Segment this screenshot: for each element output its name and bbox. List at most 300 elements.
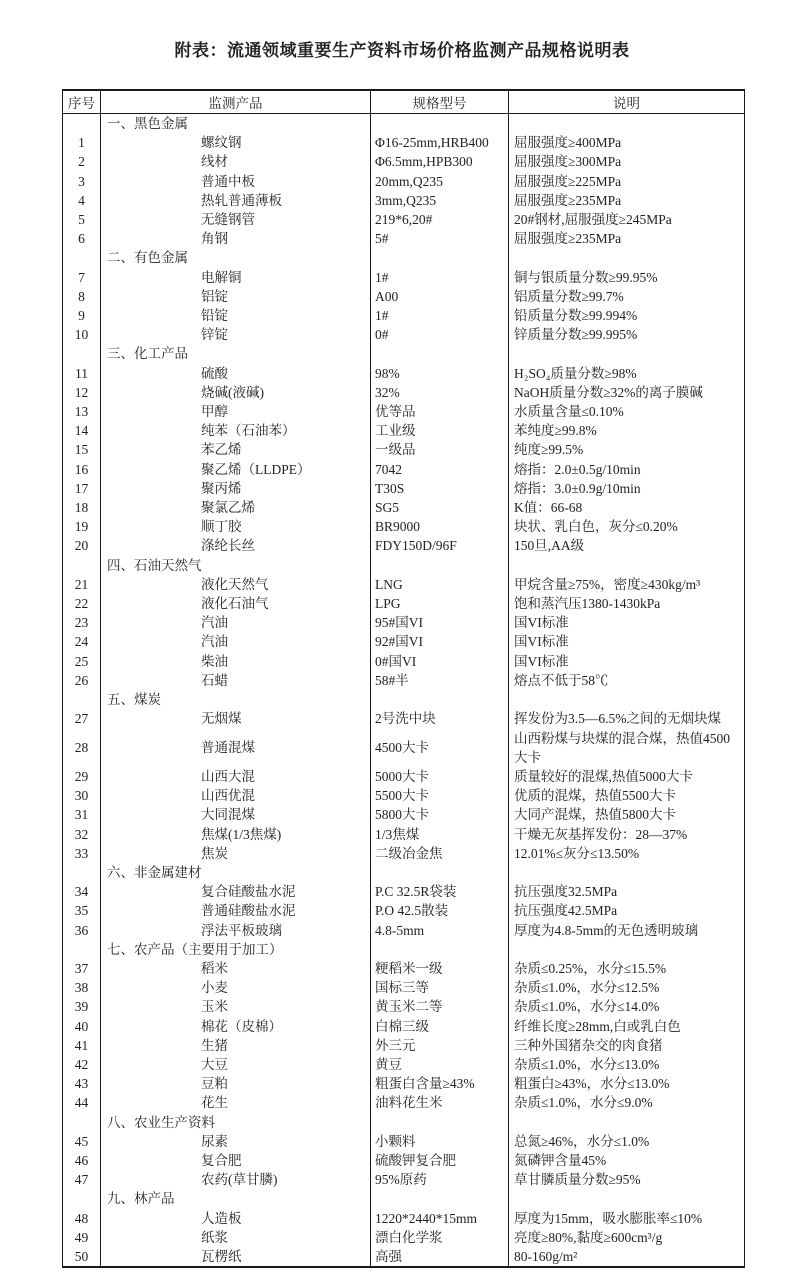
row-spec: [371, 940, 509, 959]
product-name: 角钢: [101, 229, 371, 248]
row-no: 46: [74, 1152, 89, 1168]
row-no: 39: [74, 999, 89, 1015]
col-header-product: 监测产品: [101, 90, 371, 114]
row-spec: 粳稻米一级: [371, 959, 509, 978]
row-spec: 219*6,20#: [371, 210, 509, 229]
product-name: 热轧普通薄板: [101, 191, 371, 210]
row-desc: 粗蛋白≥43%，水分≤13.0%: [509, 1074, 745, 1093]
row-spec: Φ6.5mm,HPB300: [371, 152, 509, 171]
row-desc: 铅质量分数≥99.994%: [509, 306, 745, 325]
col-header-no: 序号: [63, 90, 101, 114]
product-name: 复合硅酸盐水泥: [101, 882, 371, 901]
row-spec: 优等品: [371, 402, 509, 421]
spec-table: [62, 89, 745, 1268]
product-name: 汽油: [101, 632, 371, 651]
row-no: 26: [74, 672, 89, 688]
row-no: 50: [74, 1248, 89, 1264]
table-row: [63, 575, 745, 594]
row-spec: 一级品: [371, 440, 509, 459]
product-name: 棉花（皮棉）: [101, 1017, 371, 1036]
table-row: [63, 997, 745, 1016]
row-desc: [509, 248, 745, 267]
row-desc: 屈服强度≥400MPa: [509, 133, 745, 152]
row-desc: 屈服强度≥225MPa: [509, 172, 745, 191]
row-desc: 国VI标准: [509, 632, 745, 651]
row-desc: 屈服强度≥300MPa: [509, 152, 745, 171]
table-row: [63, 709, 745, 728]
row-desc: 国VI标准: [509, 613, 745, 632]
category-row: [63, 1113, 745, 1132]
row-desc: K值：66-68: [509, 498, 745, 517]
row-desc: 铝质量分数≥99.7%: [509, 287, 745, 306]
row-desc: 国VI标准: [509, 652, 745, 671]
row-desc: 块状、乳白色，灰分≤0.20%: [509, 517, 745, 536]
row-desc: 20#钢材,屈服强度≥245MPa: [509, 210, 745, 229]
row-desc: 厚度为4.8-5mm的无色透明玻璃: [509, 921, 745, 940]
category-row: [63, 1189, 745, 1208]
row-desc: 水质量含量≤0.10%: [509, 402, 745, 421]
row-no: 21: [74, 576, 89, 592]
product-name: 苯乙烯: [101, 440, 371, 459]
table-row: [63, 1132, 745, 1151]
page-title: 附表：流通领域重要生产资料市场价格监测产品规格说明表: [174, 41, 630, 60]
row-no: 24: [74, 634, 89, 650]
category-label: 九、林产品: [101, 1189, 371, 1208]
table-row: [63, 632, 745, 651]
product-name: 花生: [101, 1093, 371, 1112]
row-spec: 工业级: [371, 421, 509, 440]
row-desc: [509, 1189, 745, 1208]
product-name: 普通混煤: [101, 729, 371, 767]
table-row: [63, 901, 745, 920]
row-no: [63, 1113, 101, 1132]
row-no: 37: [74, 960, 89, 976]
row-spec: 5800大卡: [371, 805, 509, 824]
row-spec: 外三元: [371, 1036, 509, 1055]
product-name: 聚丙烯: [101, 479, 371, 498]
row-spec: 5000大卡: [371, 767, 509, 786]
table-row: [63, 729, 745, 767]
row-spec: 白棉三级: [371, 1017, 509, 1036]
category-label: 三、化工产品: [101, 344, 371, 363]
table-row: [63, 959, 745, 978]
table-row: [63, 402, 745, 421]
row-no: 6: [78, 231, 85, 247]
row-no: 1: [78, 135, 85, 151]
product-name: 大豆: [101, 1055, 371, 1074]
row-no: 35: [74, 903, 89, 919]
row-desc: 总氮≥46%，水分≤1.0%: [509, 1132, 745, 1151]
row-desc: 大同产混煤，热值5800大卡: [509, 805, 745, 824]
row-no: 23: [74, 615, 89, 631]
row-no: 25: [74, 653, 89, 669]
product-name: 涤纶长丝: [101, 536, 371, 555]
row-desc: 抗压强度32.5MPa: [509, 882, 745, 901]
table-row: [63, 1036, 745, 1055]
row-no: 49: [74, 1229, 89, 1245]
product-name: 聚乙烯（LLDPE）: [101, 460, 371, 479]
row-desc: 屈服强度≥235MPa: [509, 191, 745, 210]
row-no: 3: [78, 173, 85, 189]
row-spec: 小颗料: [371, 1132, 509, 1151]
row-spec: 95#国VI: [371, 613, 509, 632]
row-desc: 锌质量分数≥99.995%: [509, 325, 745, 344]
row-spec: 0#国VI: [371, 652, 509, 671]
table-row: [63, 172, 745, 191]
category-label: 一、黑色金属: [101, 114, 371, 134]
row-spec: 油料花生米: [371, 1093, 509, 1112]
table-row: [63, 210, 745, 229]
row-no: 17: [74, 480, 89, 496]
row-no: 10: [74, 327, 89, 343]
product-name: 汽油: [101, 613, 371, 632]
table-row: [63, 652, 745, 671]
row-desc: [509, 690, 745, 709]
category-row: [63, 863, 745, 882]
product-name: 山西优混: [101, 786, 371, 805]
row-no: 5: [78, 212, 85, 228]
row-spec: 黄玉米二等: [371, 997, 509, 1016]
product-name: 尿素: [101, 1132, 371, 1151]
row-no: 16: [74, 461, 89, 477]
row-spec: 92#国VI: [371, 632, 509, 651]
product-name: 豆粕: [101, 1074, 371, 1093]
row-spec: 1220*2440*15mm: [371, 1209, 509, 1228]
row-desc: 屈服强度≥235MPa: [509, 229, 745, 248]
row-spec: 高强: [371, 1247, 509, 1267]
row-spec: SG5: [371, 498, 509, 517]
table-row: [63, 383, 745, 402]
row-no: 48: [74, 1210, 89, 1226]
row-spec: 32%: [371, 383, 509, 402]
table-row: [63, 671, 745, 690]
category-row: [63, 690, 745, 709]
table-row: [63, 536, 745, 555]
product-name: 稻米: [101, 959, 371, 978]
table-row: [63, 229, 745, 248]
table-row: [63, 767, 745, 786]
product-name: 小麦: [101, 978, 371, 997]
product-name: 玉米: [101, 997, 371, 1016]
col-header-desc: 说明: [509, 90, 745, 114]
table-row: [63, 133, 745, 152]
row-spec: 漂白化学浆: [371, 1228, 509, 1247]
row-spec: [371, 690, 509, 709]
category-label: 七、农产品（主要用于加工）: [101, 940, 371, 959]
row-spec: LPG: [371, 594, 509, 613]
table-row: [63, 786, 745, 805]
row-desc: [509, 1113, 745, 1132]
row-desc: 纯度≥99.5%: [509, 440, 745, 459]
row-desc: 干燥无灰基挥发份：28—37%: [509, 825, 745, 844]
table-row: [63, 479, 745, 498]
row-spec: [371, 863, 509, 882]
product-name: 生猪: [101, 1036, 371, 1055]
row-spec: T30S: [371, 479, 509, 498]
category-label: 四、石油天然气: [101, 556, 371, 575]
product-name: 普通中板: [101, 172, 371, 191]
row-no: 38: [74, 980, 89, 996]
category-row: [63, 556, 745, 575]
row-no: 41: [74, 1037, 89, 1053]
product-name: 石蜡: [101, 671, 371, 690]
row-spec: 1#: [371, 306, 509, 325]
col-header-spec: 规格型号: [371, 90, 509, 114]
product-name: 山西大混: [101, 767, 371, 786]
row-no: 43: [74, 1076, 89, 1092]
row-no: 22: [74, 596, 89, 612]
row-spec: 国标三等: [371, 978, 509, 997]
row-no: 42: [74, 1056, 89, 1072]
row-no: [63, 940, 101, 959]
product-name: 电解铜: [101, 268, 371, 287]
product-name: 大同混煤: [101, 805, 371, 824]
row-desc: 三种外国猪杂交的肉食猪: [509, 1036, 745, 1055]
product-name: 复合肥: [101, 1151, 371, 1170]
row-no: 28: [74, 740, 89, 756]
row-no: 15: [74, 442, 89, 458]
row-spec: 二级冶金焦: [371, 844, 509, 863]
table-row: [63, 1170, 745, 1189]
table-row: [63, 805, 745, 824]
row-no: 44: [74, 1095, 89, 1111]
row-spec: [371, 344, 509, 363]
product-name: 人造板: [101, 1209, 371, 1228]
row-desc: [509, 556, 745, 575]
table-row: [63, 1055, 745, 1074]
row-spec: 7042: [371, 460, 509, 479]
product-name: 铅锭: [101, 306, 371, 325]
row-desc: 亮度≥80%,黏度≥600cm³/g: [509, 1228, 745, 1247]
row-spec: [371, 1189, 509, 1208]
table-row: [63, 1209, 745, 1228]
row-desc: [509, 863, 745, 882]
row-no: [63, 1189, 101, 1208]
row-no: 11: [75, 365, 88, 381]
row-no: [63, 556, 101, 575]
table-row: [63, 594, 745, 613]
category-row: [63, 940, 745, 959]
row-desc: 80-160g/m²: [509, 1247, 745, 1267]
row-spec: 3mm,Q235: [371, 191, 509, 210]
row-desc: 杂质≤1.0%，水分≤13.0%: [509, 1055, 745, 1074]
row-desc: 杂质≤1.0%，水分≤9.0%: [509, 1093, 745, 1112]
row-desc: 熔指：3.0±0.9g/10min: [509, 479, 745, 498]
row-desc: 氮磷钾含量45%: [509, 1151, 745, 1170]
row-desc: 熔点不低于58℃: [509, 671, 745, 690]
table-row: [63, 421, 745, 440]
table-row: [63, 921, 745, 940]
table-row: [63, 1228, 745, 1247]
product-name: 螺纹钢: [101, 133, 371, 152]
row-desc: 杂质≤1.0%，水分≤14.0%: [509, 997, 745, 1016]
product-name: 无缝钢管: [101, 210, 371, 229]
product-name: 浮法平板玻璃: [101, 921, 371, 940]
row-no: [63, 344, 101, 363]
row-desc: 优质的混煤，热值5500大卡: [509, 786, 745, 805]
header-row: [63, 90, 745, 114]
row-spec: 硫酸钾复合肥: [371, 1151, 509, 1170]
row-no: [63, 248, 101, 267]
row-desc: 抗压强度42.5MPa: [509, 901, 745, 920]
row-no: 9: [78, 308, 85, 324]
category-label: 二、有色金属: [101, 248, 371, 267]
row-spec: 95%原药: [371, 1170, 509, 1189]
row-desc: 150旦,AA级: [509, 536, 745, 555]
row-spec: 5#: [371, 229, 509, 248]
row-spec: 黄豆: [371, 1055, 509, 1074]
row-spec: 1#: [371, 268, 509, 287]
row-no: 33: [74, 845, 89, 861]
row-no: 20: [74, 538, 89, 554]
category-row: [63, 114, 745, 134]
table-row: [63, 460, 745, 479]
row-spec: 5500大卡: [371, 786, 509, 805]
row-no: 34: [74, 884, 89, 900]
row-desc: 山西粉煤与块煤的混合煤，热值4500大卡: [509, 729, 745, 767]
product-name: 铝锭: [101, 287, 371, 306]
row-spec: A00: [371, 287, 509, 306]
table-row: [63, 191, 745, 210]
table-row: [63, 498, 745, 517]
row-spec: P.C 32.5R袋装: [371, 882, 509, 901]
table-row: [63, 517, 745, 536]
product-name: 纯苯（石油苯）: [101, 421, 371, 440]
row-no: 2: [78, 154, 85, 170]
row-desc: 纤维长度≥28mm,白或乳白色: [509, 1017, 745, 1036]
row-spec: 2号洗中块: [371, 709, 509, 728]
table-row: [63, 825, 745, 844]
row-no: 18: [74, 500, 89, 516]
row-desc: NaOH质量分数≥32%的离子膜碱: [509, 383, 745, 402]
product-name: 液化石油气: [101, 594, 371, 613]
row-no: 19: [74, 519, 89, 535]
product-name: 聚氯乙烯: [101, 498, 371, 517]
table-row: [63, 1247, 745, 1267]
product-name: 线材: [101, 152, 371, 171]
row-spec: 0#: [371, 325, 509, 344]
row-desc: 12.01%≤灰分≤13.50%: [509, 844, 745, 863]
row-spec: 20mm,Q235: [371, 172, 509, 191]
row-no: 32: [74, 826, 89, 842]
table-row: [63, 1151, 745, 1170]
row-no: 31: [74, 807, 89, 823]
row-spec: Φ16-25mm,HRB400: [371, 133, 509, 152]
row-no: 4: [78, 192, 85, 208]
table-row: [63, 268, 745, 287]
row-spec: 4.8-5mm: [371, 921, 509, 940]
row-desc: 甲烷含量≥75%，密度≥430kg/m³: [509, 575, 745, 594]
row-desc: 饱和蒸汽压1380-1430kPa: [509, 594, 745, 613]
row-no: 7: [78, 269, 85, 285]
product-name: 液化天然气: [101, 575, 371, 594]
row-no: 14: [74, 423, 89, 439]
row-spec: 4500大卡: [371, 729, 509, 767]
row-no: 47: [74, 1172, 89, 1188]
product-name: 焦煤(1/3焦煤): [101, 825, 371, 844]
category-label: 八、农业生产资料: [101, 1113, 371, 1132]
product-name: 瓦楞纸: [101, 1247, 371, 1267]
row-desc: [509, 344, 745, 363]
row-spec: [371, 556, 509, 575]
table-row: [63, 325, 745, 344]
row-desc: 苯纯度≥99.8%: [509, 421, 745, 440]
row-spec: LNG: [371, 575, 509, 594]
row-no: 36: [74, 922, 89, 938]
row-no: [63, 690, 101, 709]
product-name: 甲醇: [101, 402, 371, 421]
product-name: 顺丁胶: [101, 517, 371, 536]
row-desc: 挥发份为3.5—6.5%之间的无烟块煤: [509, 709, 745, 728]
product-name: 无烟煤: [101, 709, 371, 728]
row-no: 13: [74, 404, 89, 420]
row-spec: [371, 1113, 509, 1132]
product-name: 烧碱(液碱): [101, 383, 371, 402]
product-name: 锌锭: [101, 325, 371, 344]
table-row: [63, 1017, 745, 1036]
table-row: [63, 882, 745, 901]
product-name: 柴油: [101, 652, 371, 671]
row-desc: [509, 114, 745, 134]
row-spec: 1/3焦煤: [371, 825, 509, 844]
row-no: 30: [74, 788, 89, 804]
row-desc: 铜与银质量分数≥99.95%: [509, 268, 745, 287]
product-name: 农药(草甘膦): [101, 1170, 371, 1189]
row-spec: 58#半: [371, 671, 509, 690]
row-desc: 杂质≤1.0%，水分≤12.5%: [509, 978, 745, 997]
row-spec: BR9000: [371, 517, 509, 536]
table-row: [63, 440, 745, 459]
category-label: 五、煤炭: [101, 690, 371, 709]
row-spec: 98%: [371, 364, 509, 383]
category-row: [63, 248, 745, 267]
row-desc: 杂质≤0.25%，水分≤15.5%: [509, 959, 745, 978]
row-no: 8: [78, 288, 85, 304]
row-spec: 粗蛋白含量≥43%: [371, 1074, 509, 1093]
row-no: 40: [74, 1018, 89, 1034]
table-row: [63, 844, 745, 863]
product-name: 普通硅酸盐水泥: [101, 901, 371, 920]
row-desc: 厚度为15mm，吸水膨胀率≤10%: [509, 1209, 745, 1228]
category-row: [63, 344, 745, 363]
row-no: 12: [74, 384, 89, 400]
table-row: [63, 613, 745, 632]
table-row: [63, 152, 745, 171]
row-desc: 质量较好的混煤,热值5000大卡: [509, 767, 745, 786]
row-no: 27: [74, 711, 89, 727]
row-spec: FDY150D/96F: [371, 536, 509, 555]
row-spec: P.O 42.5散装: [371, 901, 509, 920]
product-name: 焦炭: [101, 844, 371, 863]
row-desc: 熔指：2.0±0.5g/10min: [509, 460, 745, 479]
row-spec: [371, 114, 509, 134]
product-name: 硫酸: [101, 364, 371, 383]
table-row: [63, 1074, 745, 1093]
row-desc: [509, 940, 745, 959]
row-spec: [371, 248, 509, 267]
table-body: [63, 114, 745, 1268]
table-row: [63, 287, 745, 306]
row-desc: 草甘膦质量分数≥95%: [509, 1170, 745, 1189]
product-name: 纸浆: [101, 1228, 371, 1247]
category-label: 六、非金属建材: [101, 863, 371, 882]
row-no: 45: [74, 1133, 89, 1149]
row-desc: H₂SO₄质量分数≥98%: [509, 364, 745, 383]
table-row: [63, 306, 745, 325]
table-row: [63, 1093, 745, 1112]
table-row: [63, 364, 745, 383]
row-no: [63, 114, 101, 134]
